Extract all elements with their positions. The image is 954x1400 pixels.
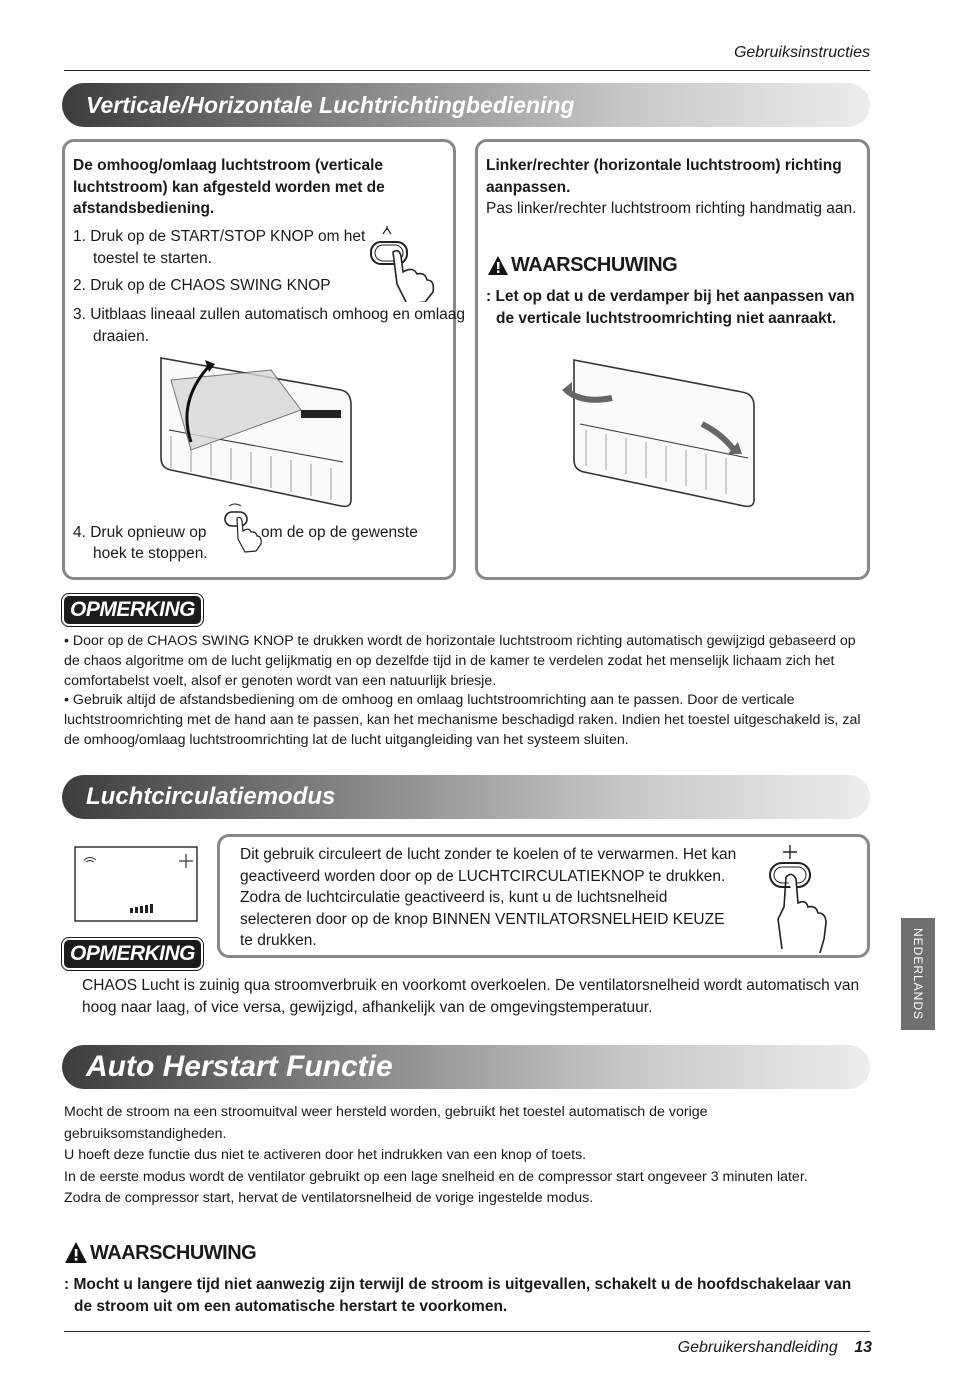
indoor-unit-horizontal-adjust-illustration — [562, 354, 762, 509]
step-3: 3. Uitblaas lineaal zullen automatisch omhoog en omlaag draaien. — [73, 306, 466, 345]
section-band-air-direction — [62, 83, 870, 127]
section-band-air-circulation — [62, 775, 870, 819]
section-heading: Auto Herstart Functie — [86, 1050, 393, 1083]
warning-title: WAARSCHUWING — [487, 254, 677, 277]
auto-restart-para-4: Zodra de compressor start, hervat de ventilatorsnelheid de vorige ingestelde modus. — [64, 1190, 594, 1206]
air-circulation-button-icon — [764, 841, 844, 953]
note-2: • Gebruik altijd de afstandsbediening om de omhoog en omlaag luchtstroomrichting aan te passen. Door de verticale luchtstroomrichting met de hand aan te passen, kan het mechanisme beschadigd raken. Indien het toestel uitgeschakeld is, zal de omhoog/omlaag luchtstroomrichting lat de lucht uitgangleiding van het systeem sluiten. — [64, 692, 861, 748]
remote-display-icon — [74, 846, 198, 922]
warning-title: WAARSCHUWING — [64, 1241, 256, 1265]
auto-restart-paragraphs — [64, 1102, 870, 1210]
auto-restart-para-2: U hoeft deze functie dus niet te activeren door het indrukken van een knop of toets. — [64, 1147, 587, 1163]
page-number: 13 — [854, 1339, 872, 1356]
step-2: 2. Druk op de CHAOS SWING KNOP — [73, 277, 331, 294]
horizontal-airflow-intro-bold: Linker/rechter (horizontale luchtstroom) richting aanpassen. — [486, 157, 842, 196]
step-1: 1. Druk op de START/STOP KNOP om het toestel te starten. — [73, 228, 366, 267]
auto-restart-para-1: Mocht de stroom na een stroomuitval weer hersteld worden, gebruikt het toestel automatisch de vorige gebruiksomstandigheden. — [64, 1104, 708, 1142]
section-heading: Verticale/Horizontale Luchtrichtingbediening — [86, 92, 575, 118]
footer-title: Gebruikershandleiding — [677, 1339, 838, 1356]
vertical-airflow-box — [62, 139, 466, 580]
horizontal-airflow-intro: Pas linker/rechter luchtstroom richting handmatig aan. — [486, 200, 857, 217]
note-tag: OPMERKING — [64, 596, 201, 624]
auto-restart-warning-text: : Mocht u langere tijd niet aanwezig zijn terwijl de stroom is uitgevallen, schakelt u de hoofdschakelaar van de stroom uit om een automatische herstart te voorkomen. — [64, 1276, 852, 1315]
step-4-continue: om de op de gewenste — [261, 524, 418, 541]
indoor-unit-vertical-swing-illustration — [151, 350, 361, 510]
step-4-start: 4. Druk opnieuw op — [73, 524, 207, 541]
section-heading: Luchtcirculatiemodus — [86, 783, 336, 810]
page-footer — [0, 1339, 872, 1357]
vertical-airflow-intro: De omhoog/omlaag luchtstroom (verticale luchtstroom) kan afgesteld worden met de afstandsbediening. — [73, 157, 385, 217]
note-tag: OPMERKING — [64, 940, 201, 968]
chaos-air-note: CHAOS Lucht is zuinig qua stroomverbruik en voorkomt overkoelen. De ventilatorsnelheid wordt automatisch van hoog naar laag, of vice versa, gewijzigd, afhankelijk van de omgevingstemperatuur. — [82, 977, 860, 1016]
auto-restart-para-3: In de eerste modus wordt de ventilator gebruikt op een lage snelheid en de compressor start ongeveer 3 minuten later. — [64, 1168, 808, 1185]
note-1: • Door op de CHAOS SWING KNOP te drukken wordt de horizontale luchtstroom richting automatisch gewijzigd gebaseerd op de chaos algoritme om de lucht gelijkmatig en op dezelfde tijd in de kamer te verdelen zodat het menselijk lichaam zich het comfortabelst voelt, alsof er genoten wordt van een natuurlijk briesje. — [64, 633, 856, 689]
warning-text: : Let op dat u de verdamper bij het aanpassen van de verticale luchtstroomrichting niet aanraakt. — [486, 288, 855, 327]
warning-triangle-icon — [64, 1241, 88, 1265]
page-header-title: Gebruiksinstructies — [733, 44, 870, 61]
header-rule — [64, 70, 870, 71]
step-4-end: hoek te stoppen. — [93, 545, 208, 562]
language-side-tab: NEDERLANDS — [901, 918, 935, 1030]
footer-rule — [64, 1331, 870, 1332]
air-circulation-box — [217, 834, 870, 958]
horizontal-airflow-box — [475, 139, 870, 580]
warning-triangle-icon — [487, 255, 509, 277]
section-band-auto-restart — [62, 1045, 870, 1089]
air-circulation-text: Dit gebruik circuleert de lucht zonder te koelen of te verwarmen. Het kan geactiveerd worden door op de LUCHTCIRCULATIEKNOP te drukken. Zodra de luchtcirculatie geactiveerd is, kunt u de luchtsnelheid selecteren door op de knop BINNEN VENTILATORSNELHEID KEUZE te drukken. — [240, 846, 737, 949]
